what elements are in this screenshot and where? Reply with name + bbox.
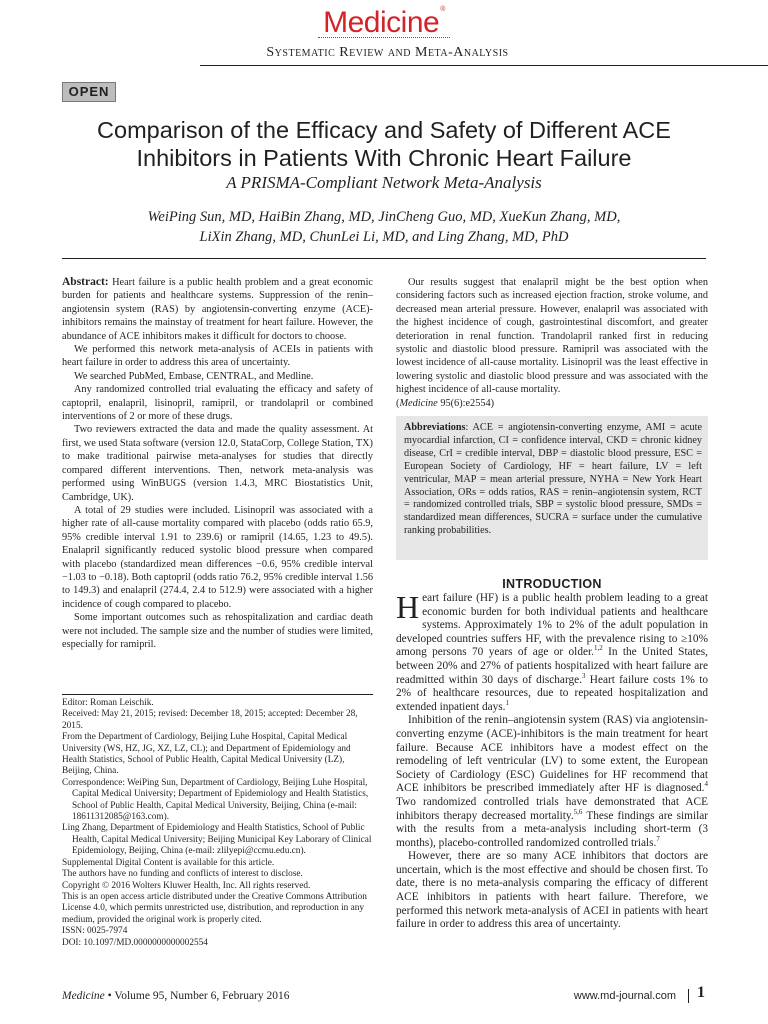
- article-title: Comparison of the Efficacy and Safety of Different ACE Inhibitors in Patients With Chronic Heart Failure: [97, 117, 671, 171]
- page-number: 1: [697, 984, 705, 1001]
- license-note: This is an open access article distributed under the Creative Commons Attribution License 4.0, which permits unrestricted use, distribution, and reproduction in any medium, provided the original work is properly cited.: [62, 891, 367, 925]
- reference-marker: 5,6: [573, 807, 583, 816]
- footer-url: www.md-journal.com: [573, 990, 676, 1002]
- abbreviations-text: Abbreviations: ACE = angiotensin-converting enzyme, AMI = acute myocardial infarction, CI = confidence interval, CKD = chronic kidney disease, CrI = credible interval, DBP = diastolic blood pressure, ESC = European Society of Cardiology, HF = heart failure, LV = left ventricular, MAP = mean arterial pressure, NYHA = New York Heart Association, ORs = odds ratios, RAS = renin–angiotensin system, RCT = randomized controlled trials, SBP = systolic blood pressure, SMDs = standardized mean differences, SUCRA = surface under the cumulative ranking probabilities.: [404, 422, 702, 537]
- open-access-badge: OPEN: [62, 82, 116, 102]
- citation-journal: Medicine: [399, 398, 438, 409]
- footer-issue-info: [62, 990, 290, 1002]
- citation-line: (Medicine 95(6):e2554): [396, 398, 495, 409]
- title-rule: [62, 258, 706, 259]
- footer-divider: [688, 989, 689, 1003]
- abbreviations-heading: Abbreviations: [404, 422, 466, 433]
- introduction-body: [396, 589, 708, 932]
- reference-marker: 4: [704, 780, 708, 789]
- abstract-paragraph-8: Our results suggest that enalapril might be the best option when considering factors such as increased ejection fraction, stroke volume, and decreased mean arterial pressure. However, enalapril was associated with the highest incidence of cough, gastrointestinal discomfort, and greater deterioration in renal function. Trandolapril ranked first in reducing systolic and diastolic blood pressure. Ramipril was associated with the lowest incidence of all-cause mortality. Lisinopril was the least effective in lowering systolic and diastolic blood pressure and was associated with the highest incidence of all-cause mortality.: [396, 277, 708, 396]
- logo-dotted-underline: [318, 37, 450, 38]
- introduction-heading: INTRODUCTION: [502, 577, 602, 591]
- drop-cap: H: [396, 589, 420, 625]
- abstract-paragraph-6: A total of 29 studies were included. Lisinopril was associated with a higher rate of all-cause mortality compared with placebo (odds ratio 65.9, 95% credible interval 1.91 to 239.6) or ramipril (14.65, 1.23 to 49.5). Enalapril significantly reduced systolic blood pressure when compared with placebo (standardized mean differences −0.6, 95% credible interval −1.03 to −0.18). Both captopril (odds ratio 76.2, 95% credible interval 1.56 to 149.3) and enalapril (274.4, 2.4 to 512.9) were associated with a higher incidence of cough compared to placebo.: [62, 504, 373, 610]
- section-label: Systematic Review and Meta-Analysis: [266, 45, 509, 60]
- registered-mark: ®: [440, 6, 445, 13]
- abstract-paragraph-4: Any randomized controlled trial evaluating the efficacy and safety of captopril, enalapril, lisinopril, ramipril, or trandolapril or combined interventions of 2 or more of these drugs.: [62, 384, 373, 423]
- correspondence-note-2: Ling Zhang, Department of Epidemiology and Health Statistics, School of Public Health, Capital Medical University; Beijing Municipal Key Laborary of Clinical Epidemiology, Beijing, China (e-mail: zlilyepi@ccmu.edu.cn).: [62, 823, 372, 857]
- reference-marker: 7: [656, 834, 660, 843]
- article-subtitle: A PRISMA-Compliant Network Meta-Analysis: [226, 173, 542, 192]
- abstract-paragraph-5: Two reviewers extracted the data and made the quality assessment. At first, we used Stata software (version 12.0, StataCorp, College Station, TX) to make traditional pairwise meta-analyses for studies that directly compared different interventions. Then, network meta-analysis was performed using WinBUGS (version 1.4.3, MRC Biostatistics Unit, Cambridge, UK).: [62, 424, 373, 503]
- journal-logo: [0, 6, 768, 40]
- abstract-paragraph-1: Abstract: Heart failure is a public health problem and a great economic burden for patients and healthcare systems. Suppression of the renin–angiotensin system (RAS) by angiotensin-converting enzyme (ACE)-inhibitors remains the mainstay of treatment for heart failure. However, the abundance of ACE inhibitors makes it difficult for doctors to choose.: [62, 276, 373, 342]
- abstract-heading: Abstract:: [62, 276, 109, 288]
- front-matter-notes: [62, 698, 373, 949]
- correspondence-note-1: Correspondence: WeiPing Sun, Department of Cardiology, Beijing Luhe Hospital, Capital Medical University; Department of Epidemiology and Health Statistics, School of Public Health, Capital Medical University, Beijing, China (e-mail: 18611312085@163.com).: [62, 777, 369, 823]
- intro-paragraph-3: However, there are so many ACE inhibitors that doctors are uncertain, which is the most effective and should be chosen first. To date, there is no meta-analysis comparing the efficacy of different ACE inhibitors in patients with heart failure. Therefore, we performed this network meta-analysis of ACEI in patients with heart failure in order to address this area of uncertainty.: [396, 850, 708, 931]
- affiliation-note: From the Department of Cardiology, Beijing Luhe Hospital, Capital Medical University (WS, HZ, JG, XZ, LZ, CL); and Department of Epidemiology and Health Statistics, School of Public Health, Capital Medical University (LZ), Beijing, China.: [62, 732, 351, 777]
- abstract-left-column: [62, 276, 373, 651]
- journal-logo-text: Medicine: [323, 6, 440, 39]
- footer-issue: Volume 95, Number 6, February 2016: [114, 990, 290, 1002]
- abstract-paragraph-7: Some important outcomes such as rehospitalization and cardiac death were not included. The sample size and the number of studies were limited, especially for ramipril.: [62, 612, 373, 650]
- reference-marker: 1: [505, 698, 509, 707]
- footer-journal: Medicine: [62, 990, 105, 1002]
- issn-note: ISSN: 0025-7974: [62, 926, 128, 937]
- reference-marker: 1,2: [593, 644, 603, 653]
- editor-note: Editor: Roman Leischik.: [62, 698, 154, 708]
- abstract-right-column: [396, 276, 708, 397]
- received-dates: Received: May 21, 2015; revised: December 18, 2015; accepted: December 28, 2015.: [62, 709, 358, 731]
- front-matter-rule: [62, 694, 373, 695]
- doi-note: DOI: 10.1097/MD.0000000000002554: [62, 937, 208, 948]
- reference-marker: 3: [581, 671, 586, 680]
- conflicts-note: The authors have no funding and conflicts of interest to disclose.: [62, 869, 303, 880]
- citation-ref: 95(6):e2554: [440, 398, 491, 409]
- author-list: [60, 207, 708, 247]
- authors-line-2: LiXin Zhang, MD, ChunLei Li, MD, and Ling Zhang, MD, PhD: [199, 229, 569, 245]
- copyright-note: Copyright © 2016 Wolters Kluwer Health, Inc. All rights reserved.: [62, 880, 311, 891]
- footer-bullet: •: [107, 990, 112, 1002]
- intro-paragraph-2: Inhibition of the renin–angiotensin system (RAS) via angiotensin-converting enzyme (ACE)-inhibitors is the main treatment for heart failure. Because ACE inhibitors have a modest effect on the remodeling of left ventricular (LV) to some extent, the European Society of Cardiology (ESC) Guidelines for HF recommend that ACE inhibitors be prescribed immediately after HF is diagnosed.$^4$ Two randomized controlled trials have demonstrated that ACE inhibitors therapy decreased mortality.$^{5,6}$ These findings are similar with the results from a meta-analysis including short-term (3 months), placebo-controlled randomized controlled trials.$^7$: [396, 714, 708, 849]
- abstract-paragraph-3: We searched PubMed, Embase, CENTRAL, and Medline.: [74, 370, 314, 382]
- intro-paragraph-1: Heart failure (HF) is a public health problem leading to a great economic burden for both individual patients and healthcare systems. Approximately 1% to 2% of the adult population in developed countries suffers HF, with the prevalence rising to ≥10% among persons 70 years of age or older.$^{1,2}$ In the United States, between 20% and 27% of patients hospitalized with heart failure are readmitted within 30 days of discharge.$^3$ Heart failure costs 1% to 2% of healthcare resources, due to repeated hospitalization and extended inpatient days.$^1$: [396, 589, 708, 713]
- supplemental-note: Supplemental Digital Content is available for this article.: [62, 857, 275, 868]
- header-rule: [200, 65, 768, 66]
- authors-line-1: WeiPing Sun, MD, HaiBin Zhang, MD, JinCheng Guo, MD, XueKun Zhang, MD,: [147, 209, 621, 225]
- abstract-paragraph-2: We performed this network meta-analysis of ACEIs in patients with heart failure in order to address this area of uncertainty.: [62, 344, 373, 369]
